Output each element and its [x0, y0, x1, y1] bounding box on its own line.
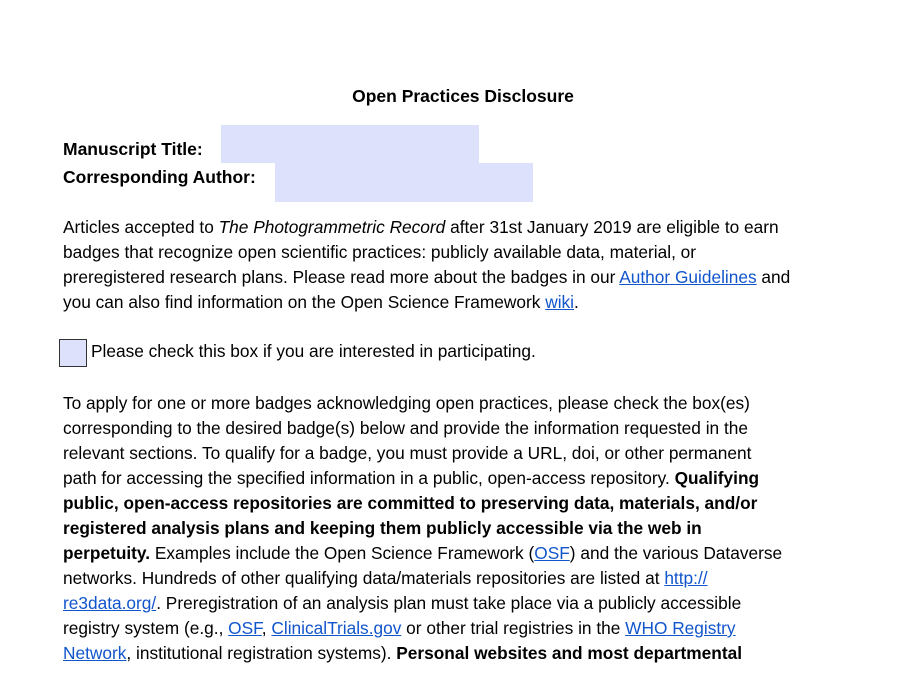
- apply-paragraph: To apply for one or more badges acknowledging open practices, please check the box(es) corresponding to the desired badge(s) below and provide the information requested in the relevant sections. To qualify for a badge, you must provide a URL, doi, or other permanent path for accessing the specified information in a public, open-access repository. Qualifying public, open-access repositories are committed to preserving data, materials, and/or registered analysis plans and keeping them publicly accessible via the web in perpetuity. Examples include the Open Science Framework (OSF) and the various Dataverse networks. Hundreds of other qualifying data/materials repositories are listed at http:// re3data.org/. Preregistration of an analysis plan must take place via a publicly accessible registry system (e.g., OSF, ClinicalTrials.gov or other trial registries in the WHO Registry Network, institutional registration systems). Personal websites and most departmental: [63, 393, 783, 663]
- re3data-link-part2[interactable]: re3data.org/: [63, 593, 157, 613]
- page-cutoff: [0, 668, 900, 673]
- corresponding-author-label: Corresponding Author:: [63, 167, 256, 187]
- participate-label: Please check this box if you are interested in participating.: [91, 341, 536, 361]
- who-registry-link-part1[interactable]: WHO Registry: [625, 618, 736, 638]
- re3data-link-part1[interactable]: http://: [664, 568, 708, 588]
- manuscript-title-field[interactable]: [221, 125, 479, 163]
- corresponding-author-field[interactable]: [275, 163, 533, 202]
- osf-link[interactable]: OSF: [534, 543, 570, 563]
- participate-checkbox[interactable]: [59, 339, 87, 367]
- intro-paragraph: Articles accepted to The Photogrammetric Record after 31st January 2019 are eligible to earn badges that recognize open scientific practices: publicly available data, material, or preregistered research plans. Please read more about the badges in our Author Guidelines and you can also find information on the Open Science Framework wiki.: [63, 217, 791, 312]
- who-registry-link-part2[interactable]: Network: [63, 643, 127, 663]
- osf-registry-link[interactable]: OSF: [228, 618, 262, 638]
- journal-name: The Photogrammetric Record: [218, 217, 446, 237]
- osf-wiki-link[interactable]: wiki: [545, 292, 575, 312]
- author-guidelines-link[interactable]: Author Guidelines: [619, 267, 757, 287]
- manuscript-title-label: Manuscript Title:: [63, 139, 203, 159]
- page-title: Open Practices Disclosure: [352, 86, 574, 106]
- clinicaltrials-link[interactable]: ClinicalTrials.gov: [271, 618, 402, 638]
